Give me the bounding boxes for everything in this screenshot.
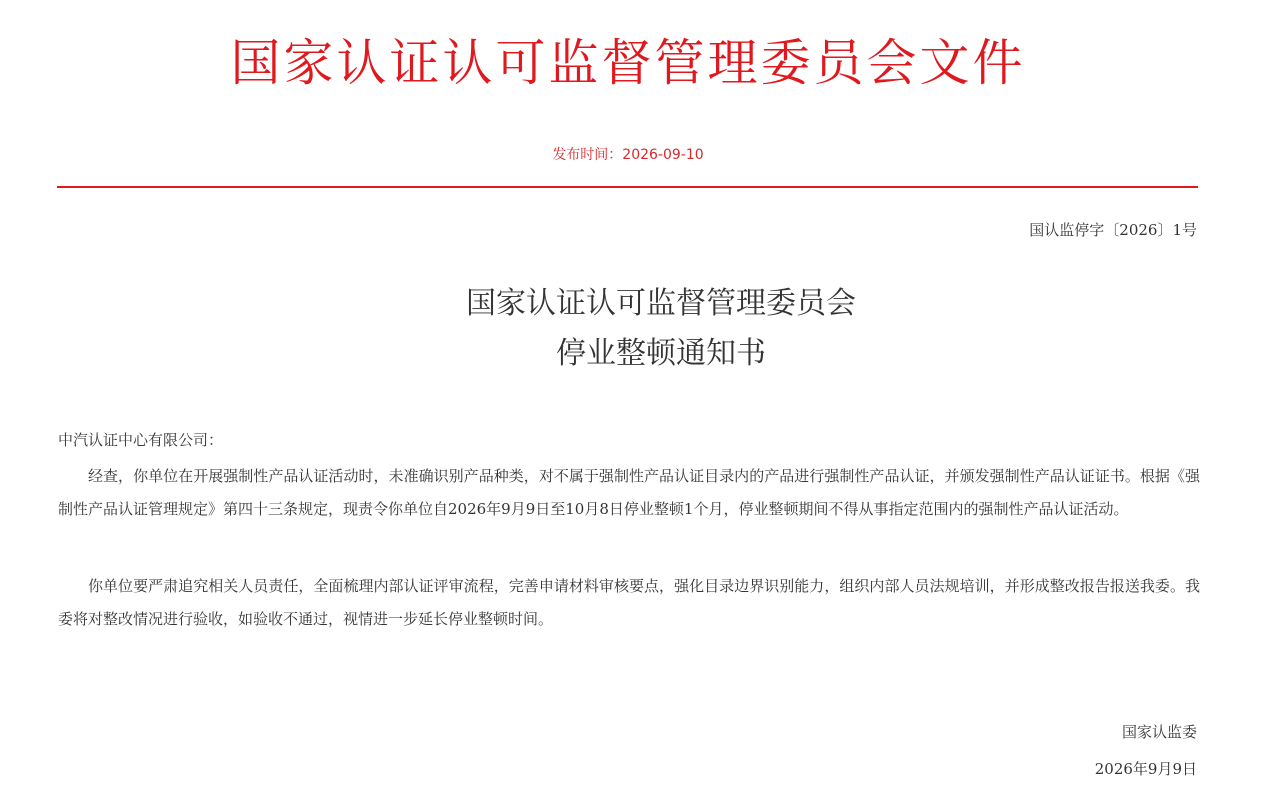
salutation: 中汽认证中心有限公司：: [58, 431, 224, 449]
notice-title-line-1: 国家认证认可监督管理委员会: [466, 286, 856, 321]
signature-organization: 国家认监委: [1121, 723, 1197, 741]
document-number: 国认监停字〔2026〕1号: [1029, 221, 1197, 239]
signature-date: 2026年9月9日: [1094, 760, 1197, 778]
document-header-title: 国家认证认可监督管理委员会文件: [230, 34, 1026, 92]
body-paragraph-1: 经查，你单位在开展强制性产品认证活动时，未准确识别产品种类，对不属于强制性产品认证目录内的产品进行强制性产品认证，并颁发强制性产品认证证书。根据《强制性产品认证管理规定》第四十三条规定，现责令你单位自2026年9月9日至10月8日停业整顿1个月，停业整顿期间不得从事指定范围内的强制性产品认证活动。: [58, 467, 1200, 518]
red-divider: [57, 186, 1198, 188]
body-paragraph-2: 你单位要严肃追究相关人员责任，全面梳理内部认证评审流程，完善申请材料审核要点，强化目录边界识别能力，组织内部人员法规培训，并形成整改报告报送我委。我委将对整改情况进行验收，如验收不通过，视情进一步延长停业整顿时间。: [58, 577, 1200, 628]
publish-time: 发布时间：2026-09-10: [552, 147, 704, 163]
notice-title-line-2: 停业整顿通知书: [556, 336, 766, 371]
